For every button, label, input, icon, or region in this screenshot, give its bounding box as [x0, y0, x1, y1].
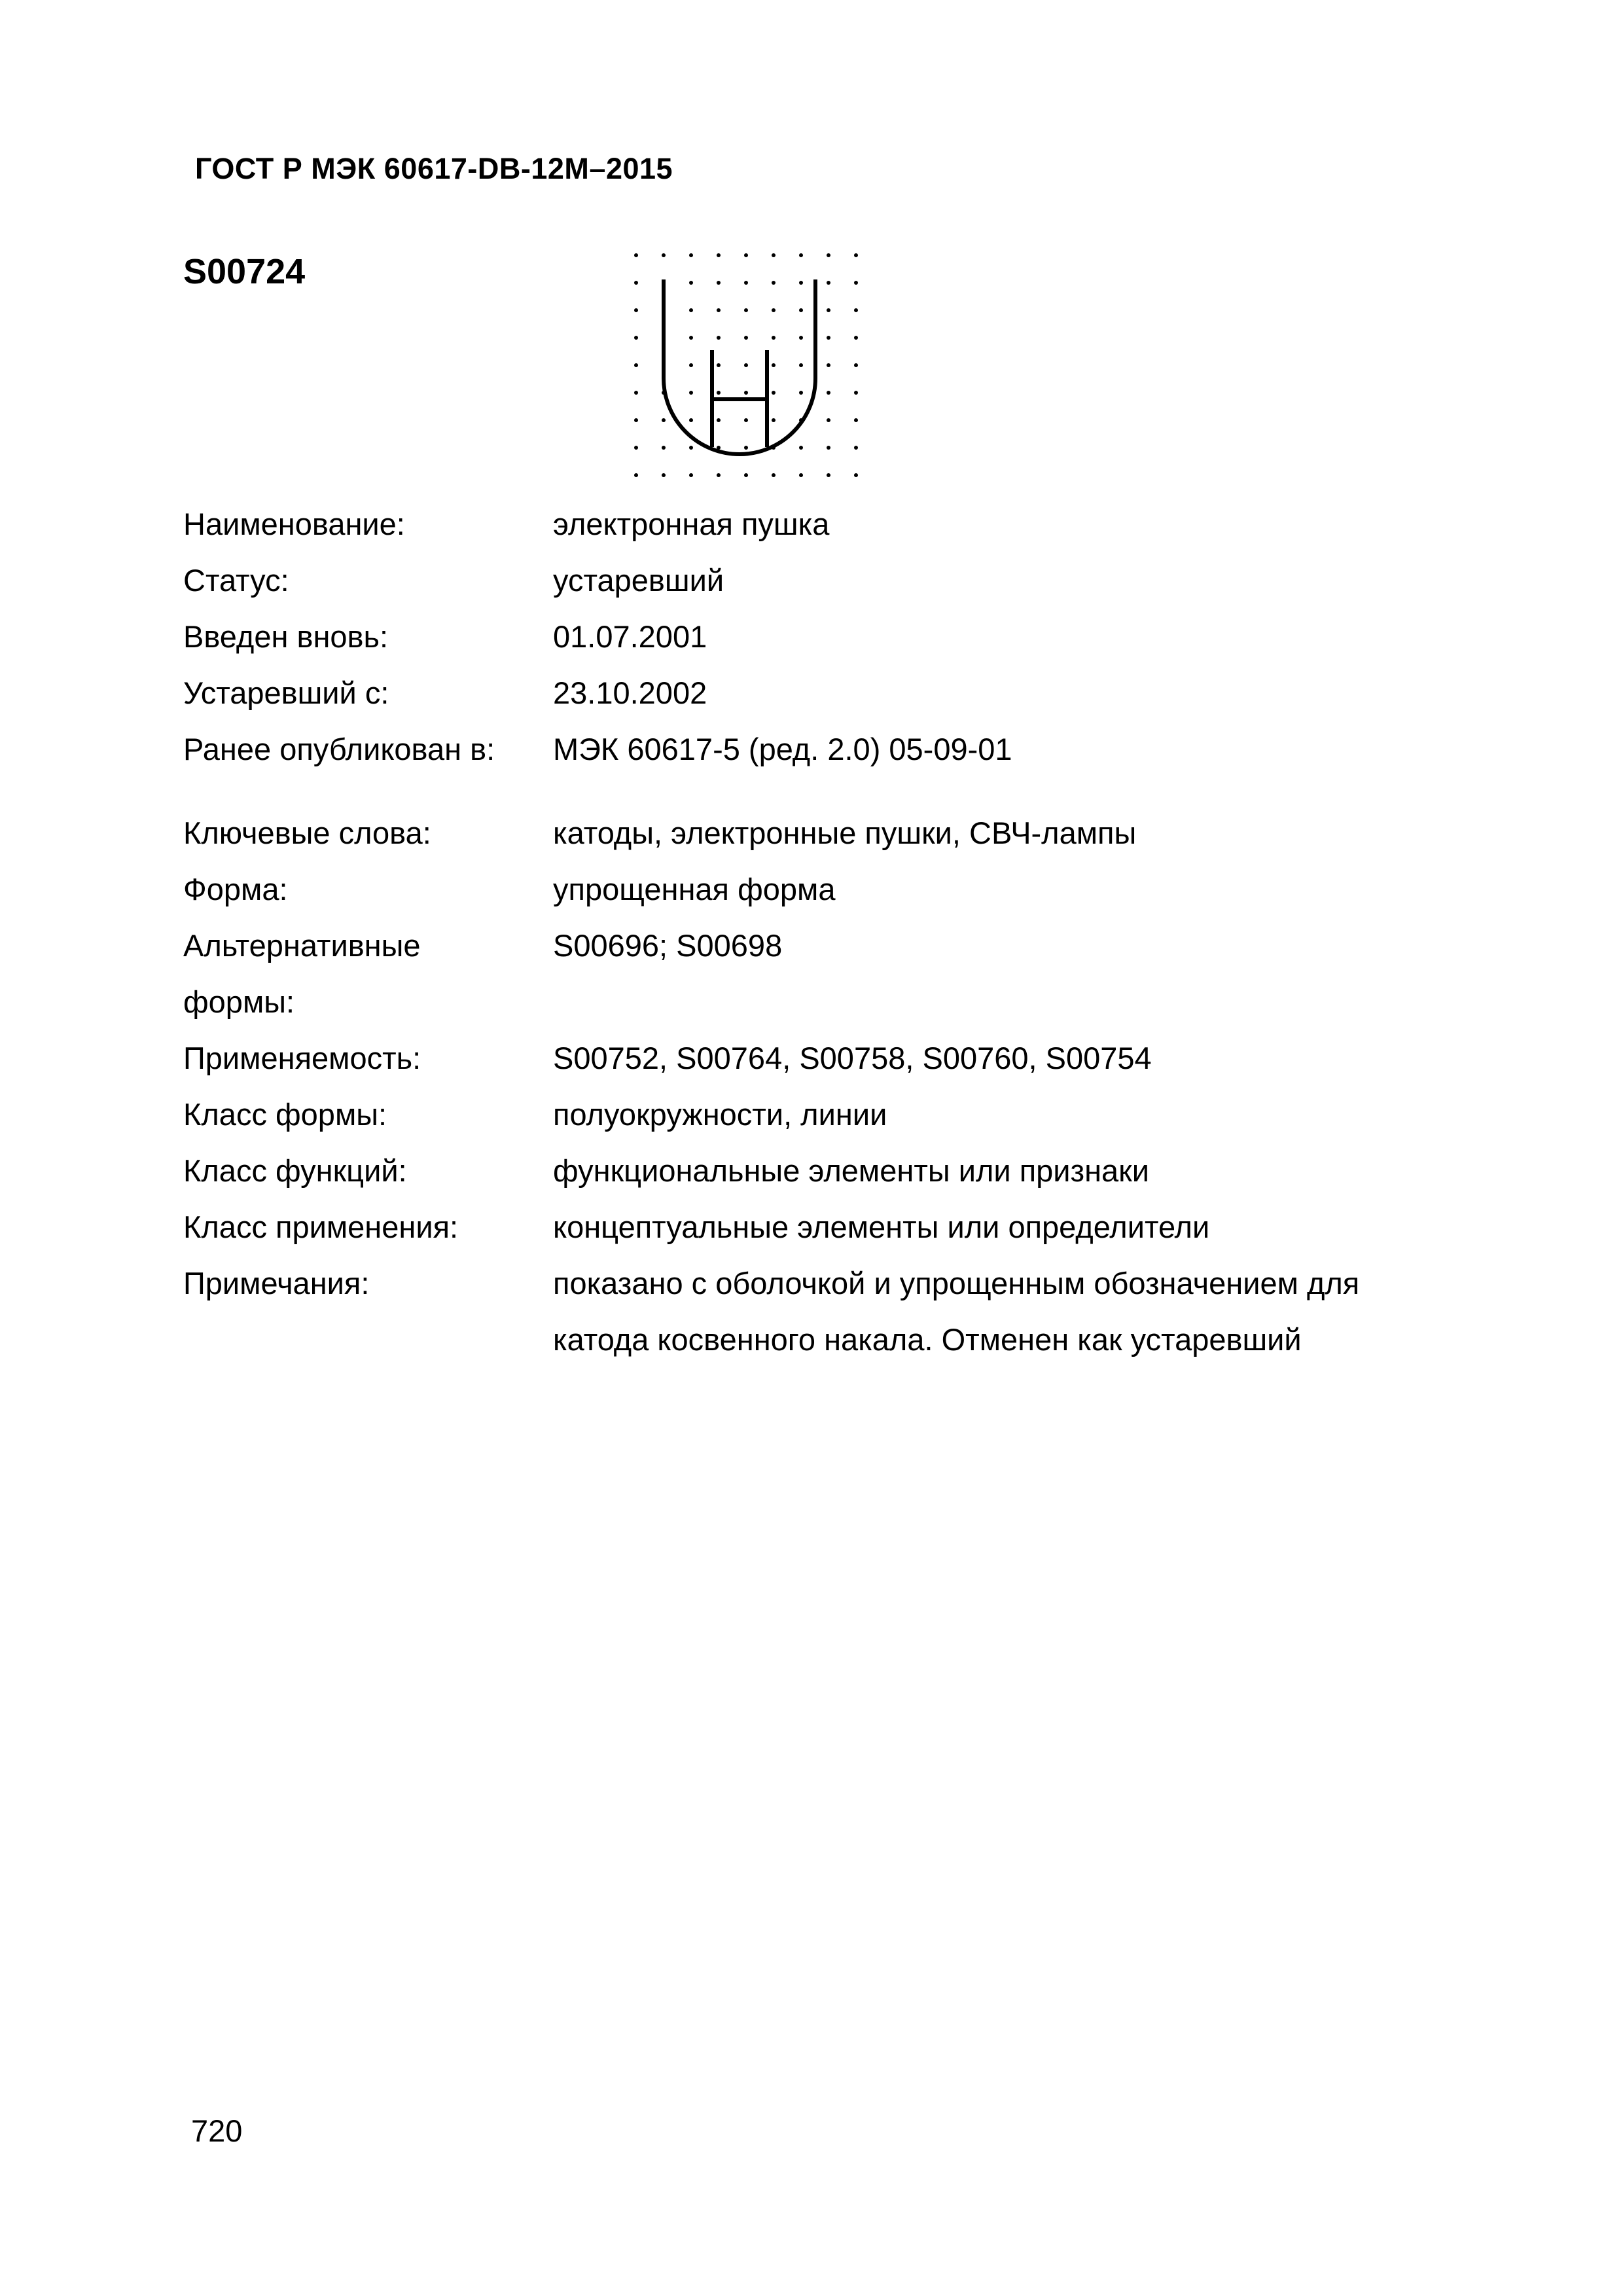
grid-dot — [854, 253, 858, 257]
grid-dot — [799, 308, 803, 312]
property-row-published-in — [183, 721, 1492, 778]
property-row-application-class — [183, 1199, 1492, 1255]
grid-dot — [634, 281, 638, 285]
grid-dot — [634, 391, 638, 395]
grid-dot — [827, 336, 830, 340]
property-row-introduced — [183, 609, 1492, 665]
grid-dot — [854, 308, 858, 312]
grid-dot — [799, 391, 803, 395]
grid-dot — [827, 446, 830, 450]
property-value: электронная пушка — [553, 507, 830, 541]
dot-grid — [634, 253, 858, 477]
property-value: устаревший — [553, 563, 724, 598]
grid-dot — [744, 336, 748, 340]
grid-dot — [717, 473, 721, 477]
grid-dot — [662, 418, 666, 422]
property-row-keywords — [183, 805, 1492, 861]
grid-dot — [772, 336, 776, 340]
grid-dot — [634, 446, 638, 450]
grid-dot — [634, 253, 638, 257]
grid-dot — [854, 281, 858, 285]
grid-dot — [772, 281, 776, 285]
grid-dot — [717, 253, 721, 257]
grid-dot — [717, 363, 721, 367]
property-value: катоды, электронные пушки, СВЧ-лампы — [553, 816, 1137, 850]
property-row-shape-class — [183, 1086, 1492, 1143]
property-value: S00696; S00698 — [553, 928, 783, 963]
property-value — [553, 1255, 1359, 1368]
grid-dot — [854, 336, 858, 340]
property-value: полуокружности, линии — [553, 1097, 887, 1132]
grid-dot — [634, 363, 638, 367]
property-row-notes — [183, 1255, 1492, 1368]
property-label: Введен вновь: — [183, 619, 389, 654]
grid-dot — [689, 446, 693, 450]
grid-dot — [799, 446, 803, 450]
grid-dot — [717, 418, 721, 422]
property-value: 01.07.2001 — [553, 619, 707, 654]
grid-dot — [744, 281, 748, 285]
property-value: концептуальные элементы или определители — [553, 1210, 1210, 1244]
grid-dot — [772, 363, 776, 367]
grid-dot — [827, 281, 830, 285]
grid-dot — [717, 308, 721, 312]
grid-dot — [827, 391, 830, 395]
grid-dot — [744, 418, 748, 422]
grid-dot — [689, 473, 693, 477]
grid-dot — [689, 336, 693, 340]
property-label: Класс функций: — [183, 1153, 407, 1188]
grid-dot — [662, 473, 666, 477]
property-value: упрощенная форма — [553, 872, 836, 906]
grid-dot — [717, 391, 721, 395]
grid-dot — [634, 418, 638, 422]
property-row-obsolete-since — [183, 665, 1492, 721]
grid-dot — [634, 308, 638, 312]
grid-dot — [827, 253, 830, 257]
grid-dot — [772, 473, 776, 477]
property-value: S00752, S00764, S00758, S00760, S00754 — [553, 1041, 1152, 1075]
electron-gun-symbol-icon — [622, 247, 870, 490]
grid-dot — [854, 473, 858, 477]
property-label: Применяемость: — [183, 1041, 421, 1075]
grid-dot — [772, 308, 776, 312]
document-header: ГОСТ Р МЭК 60617-DB-12M–2015 — [195, 152, 673, 185]
grid-dot — [689, 253, 693, 257]
grid-dot — [717, 336, 721, 340]
property-label-line: формы: — [183, 984, 295, 1019]
grid-dot — [744, 253, 748, 257]
grid-dot — [799, 363, 803, 367]
grid-dot — [854, 391, 858, 395]
symbol-code: S00724 — [183, 252, 306, 291]
grid-dot — [854, 418, 858, 422]
grid-dot — [662, 446, 666, 450]
grid-dot — [689, 308, 693, 312]
grid-dot — [799, 336, 803, 340]
property-value: функциональные элементы или признаки — [553, 1153, 1149, 1188]
grid-dot — [772, 391, 776, 395]
grid-dot — [772, 418, 776, 422]
grid-dot — [744, 391, 748, 395]
property-row-name — [183, 496, 1492, 552]
grid-dot — [662, 253, 666, 257]
grid-dot — [799, 253, 803, 257]
property-value: 23.10.2002 — [553, 675, 707, 710]
grid-dot — [717, 281, 721, 285]
property-value-line: катода косвенного накала. Отменен как устаревший — [553, 1322, 1302, 1357]
property-label — [183, 918, 421, 1030]
grid-dot — [744, 473, 748, 477]
property-row-applicability — [183, 1030, 1492, 1086]
grid-dot — [827, 418, 830, 422]
grid-dot — [744, 446, 748, 450]
grid-dot — [854, 446, 858, 450]
grid-dot — [799, 281, 803, 285]
grid-dot — [634, 473, 638, 477]
grid-dot — [799, 473, 803, 477]
property-label-line: Альтернативные — [183, 928, 421, 963]
grid-dot — [689, 418, 693, 422]
grid-dot — [772, 253, 776, 257]
property-label: Примечания: — [183, 1266, 370, 1300]
property-row-function-class — [183, 1143, 1492, 1199]
property-label: Класс формы: — [183, 1097, 387, 1132]
grid-dot — [744, 308, 748, 312]
grid-dot — [689, 363, 693, 367]
grid-dot — [634, 336, 638, 340]
grid-dot — [827, 308, 830, 312]
grid-dot — [854, 363, 858, 367]
property-row-status — [183, 552, 1492, 609]
property-value: МЭК 60617-5 (ред. 2.0) 05-09-01 — [553, 732, 1012, 766]
property-row-alternative-forms — [183, 918, 1492, 1030]
property-value-line: показано с оболочкой и упрощенным обозначением для — [553, 1266, 1360, 1300]
grid-dot — [827, 473, 830, 477]
property-label: Статус: — [183, 563, 289, 598]
property-label: Устаревший с: — [183, 675, 389, 710]
property-label: Ключевые слова: — [183, 816, 431, 850]
property-label: Наименование: — [183, 507, 405, 541]
grid-dot — [689, 391, 693, 395]
property-row-form — [183, 861, 1492, 918]
grid-dot — [744, 363, 748, 367]
grid-dot — [827, 363, 830, 367]
property-label: Форма: — [183, 872, 288, 906]
property-label: Класс применения: — [183, 1210, 459, 1244]
grid-dot — [689, 281, 693, 285]
property-label: Ранее опубликован в: — [183, 732, 495, 766]
page-number: 720 — [191, 2113, 243, 2148]
